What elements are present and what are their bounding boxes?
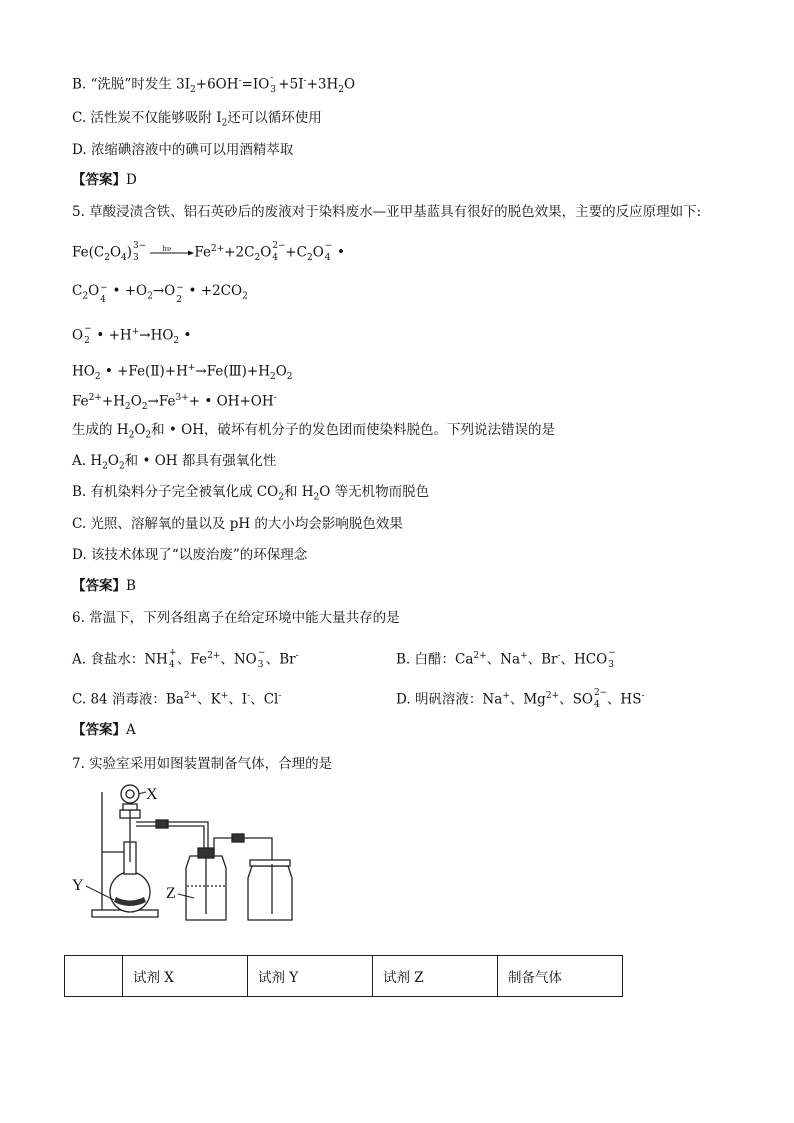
q5-option-c: C. 光照、溶解氧的量以及 pH 的大小均会影响脱色效果 bbox=[72, 516, 403, 532]
q5-option-b: B. 有机染料分子完全被氧化成 $CO_2$和 $H_2O$ 等无机物而脱色 bbox=[72, 484, 430, 503]
q5-equation-1: $Fe(C_2O_4)$ 3− 3 hν $Fe^{2+}+2C_2O$ 2− 4 $+C_2O$ − 4 • bbox=[72, 241, 346, 264]
q4-option-c: C. 活性炭不仅能够吸附 $I_2$还可以循环使用 bbox=[72, 110, 322, 129]
table-header-cell: 制备气体 bbox=[498, 956, 623, 997]
q5-lead: 生成的 $H_2O_2$和 • OH，破坏有机分子的发色团而使染料脱色。下列说法错误的是 bbox=[72, 422, 556, 441]
q5-equation-2: $C_2O$ − 4 • $+O_2\to O$ − 2 • $+2CO_2$ bbox=[72, 283, 248, 305]
q6-option-a: A. 食盐水：NH + 4 、$Fe^{2+}$、NO − 3 、Br- bbox=[72, 648, 299, 670]
gas-preparation-apparatus-figure bbox=[62, 782, 302, 922]
q5-equation-4: $HO_2$ • $+Fe(Ⅱ)+H^+\to Fe(Ⅲ)+H_2O_2$ bbox=[72, 363, 293, 383]
ion-charge: - 3 bbox=[270, 73, 277, 95]
q6-answer: 【答案】A bbox=[72, 722, 136, 738]
q6-option-c: C. 84 消毒液：$Ba^{2+}$、K+、I-、Cl- bbox=[72, 691, 282, 708]
reagent-table bbox=[64, 955, 623, 997]
q7-stem: 7. 实验室采用如图装置制备气体，合理的是 bbox=[72, 756, 333, 772]
q6-stem: 6. 常温下，下列各组离子在给定环境中能大量共存的是 bbox=[72, 610, 400, 626]
reaction-arrow-icon: hν bbox=[150, 246, 194, 260]
option-letter: B. bbox=[72, 76, 87, 93]
label-z: Z bbox=[166, 885, 176, 902]
q5-equation-3: O − 2 • $+H^+\to HO_2$ • bbox=[72, 324, 192, 347]
table-header-cell: 试剂 Y bbox=[248, 956, 373, 997]
table-header-row bbox=[65, 956, 623, 997]
q4-option-b: B. “洗脱”时发生 $3I_2+6OH^-=IO$ - 3 $+5I^-+3H_2O$ bbox=[72, 73, 356, 96]
label-y: Y bbox=[72, 877, 84, 894]
q6-option-d: D. 明矾溶液：Na+、$Mg^{2+}$、SO 2− 4 、HS- bbox=[396, 688, 645, 710]
table-header-cell bbox=[65, 956, 123, 997]
q4-option-d: D. 浓缩碘溶液中的碘可以用酒精萃取 bbox=[72, 142, 294, 158]
table-header-cell: 试剂 X bbox=[123, 956, 248, 997]
label-x: X bbox=[146, 786, 158, 803]
q5-equation-5: $Fe^{2+}+H_2O_2\to Fe^{3+}+$ • OH+OH- bbox=[72, 393, 277, 413]
q5-option-d: D. 该技术体现了“以废治废”的环保理念 bbox=[72, 547, 308, 563]
q5-stem: 5. 草酸浸渍含铁、铝石英砂后的废液对于染料废水—亚甲基蓝具有很好的脱色效果，主要的反应原理如下: bbox=[72, 204, 702, 220]
table-header-cell: 试剂 Z bbox=[373, 956, 498, 997]
q5-option-a: A. $H_2O_2$和 • OH 都具有强氧化性 bbox=[72, 453, 277, 472]
q5-answer: 【答案】B bbox=[72, 578, 136, 594]
q4-answer: 【答案】D bbox=[72, 172, 137, 188]
q6-option-b: B. 白醋：$Ca^{2+}$、Na+、Br-、HCO − 3 bbox=[396, 648, 616, 670]
